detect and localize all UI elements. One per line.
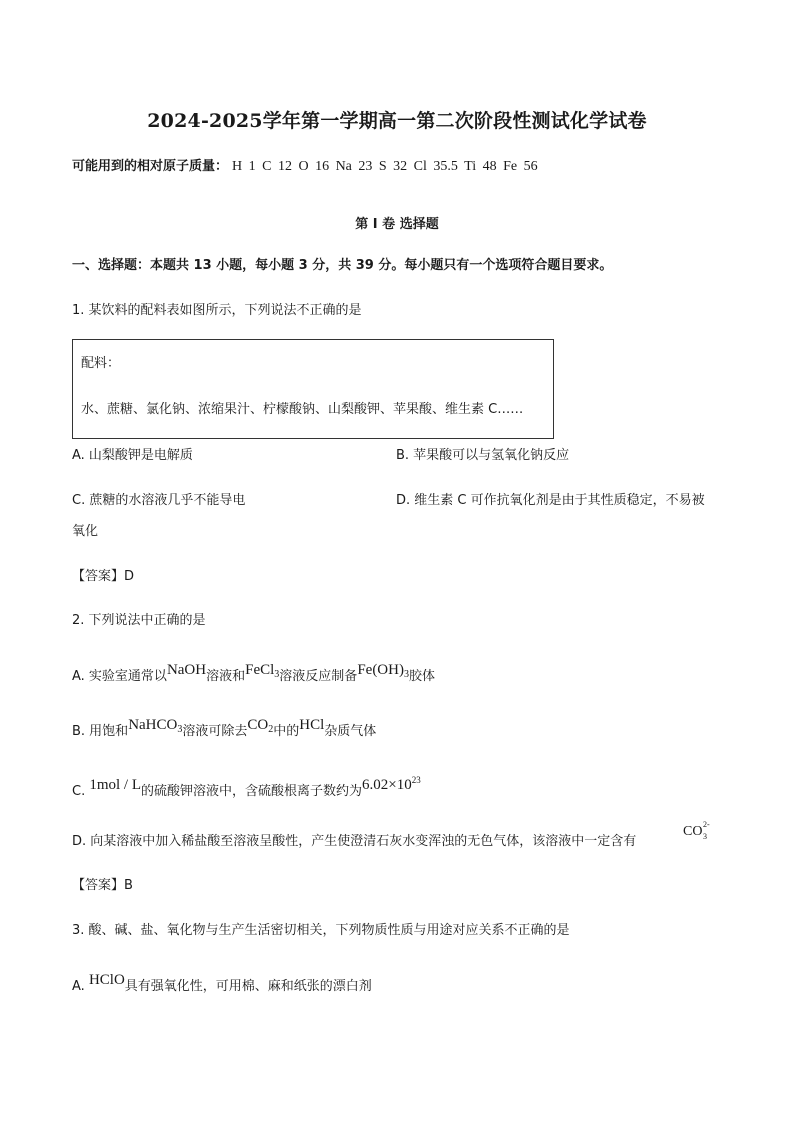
- q2-d-formula-carbonate: CO 2- 3: [683, 820, 710, 841]
- q2-a-text2: 溶液反应制备: [279, 669, 358, 684]
- atomic-masses-values: H 1 C 12 O 16 Na 23 S 32 Cl 35.5 Ti 48 Fe 56: [232, 159, 538, 174]
- q1-option-a: A. 山梨酸钾是电解质: [72, 448, 193, 463]
- q2-option-d: D. 向某溶液中加入稀盐酸至溶液呈酸性，产生使澄清石灰水变浑浊的无色气体，该溶液中一定含有: [72, 834, 637, 849]
- q2-option-a: [72, 662, 435, 690]
- ingredients-box: [72, 339, 554, 439]
- atomic-masses-line: [72, 158, 538, 176]
- q2-option-c: [72, 777, 421, 801]
- q2-b-prefix: B. 用饱和: [72, 724, 129, 739]
- q2-answer: 【答案】B: [72, 878, 133, 893]
- q2-c-formula-concentration: 1mol / L: [89, 777, 142, 793]
- q1-stem: 1. 某饮料的配料表如图所示，下列说法不正确的是: [72, 303, 362, 318]
- q3-option-a: [72, 972, 372, 996]
- exam-title: 2024-2025学年第一学期高一第二次阶段性测试化学试卷: [147, 110, 647, 132]
- q2-b-text1: 溶液可除去: [182, 724, 248, 739]
- atomic-masses-label: 可能用到的相对原子质量：: [72, 159, 229, 174]
- q2-c-text1: 的硫酸钾溶液中，含硫酸根离子数约为: [141, 784, 363, 799]
- q1-option-d: D. 维生素 C 可作抗氧化剂是由于其性质稳定，不易被: [396, 493, 705, 508]
- q3-a-text1: 具有强氧化性，可用棉、麻和纸张的漂白剂: [124, 979, 372, 994]
- q2-option-b: [72, 717, 377, 745]
- q2-b-formula-co2: $CO_2$: [247, 717, 274, 735]
- q2-a-prefix: A. 实验室通常以: [72, 669, 167, 684]
- section-heading: 一、选择题：本题共 13 小题，每小题 3 分，共 39 分。每小题只有一个选项符合题目要求。: [72, 258, 613, 273]
- q2-c-formula-avogadro: $6.02\times 10^{23}$: [362, 775, 421, 793]
- q2-b-text3: 杂质气体: [324, 724, 377, 739]
- q3-a-formula-hclo: HClO: [88, 972, 125, 988]
- q1-option-d-continued: 氧化: [72, 524, 99, 539]
- q2-b-formula-hcl: HCl: [299, 717, 325, 733]
- q3-stem: 3. 酸、碱、盐、氧化物与生产生活密切相关，下列物质性质与用途对应关系不正确的是: [72, 923, 570, 938]
- ingredients-list: 水、蔗糖、氯化钠、浓缩果汁、柠檬酸钠、山梨酸钾、苹果酸、维生素 C……: [81, 402, 524, 417]
- part-heading: 第 I 卷 选择题: [355, 217, 439, 232]
- q2-b-formula-nahco3: NaHCO$_3$: [128, 717, 183, 735]
- q1-option-c: C. 蔗糖的水溶液几乎不能导电: [72, 493, 246, 508]
- q2-a-formula-fecl3: FeCl$_3$: [245, 662, 280, 680]
- q3-a-prefix: A.: [72, 979, 89, 994]
- q2-c-prefix: C.: [72, 784, 90, 799]
- q2-a-formula-naoh: NaOH: [166, 662, 207, 678]
- q1-answer: 【答案】D: [72, 569, 135, 584]
- q2-a-formula-feoh3: $Fe(OH)_3$: [357, 662, 409, 680]
- q2-a-text3: 胶体: [408, 669, 435, 684]
- q2-b-text2: 中的: [273, 724, 300, 739]
- q1-option-b: B. 苹果酸可以与氢氧化钠反应: [396, 448, 570, 463]
- ingredients-label: 配料：: [81, 356, 121, 371]
- q2-stem: 2. 下列说法中正确的是: [72, 613, 206, 628]
- q2-a-text1: 溶液和: [206, 669, 246, 684]
